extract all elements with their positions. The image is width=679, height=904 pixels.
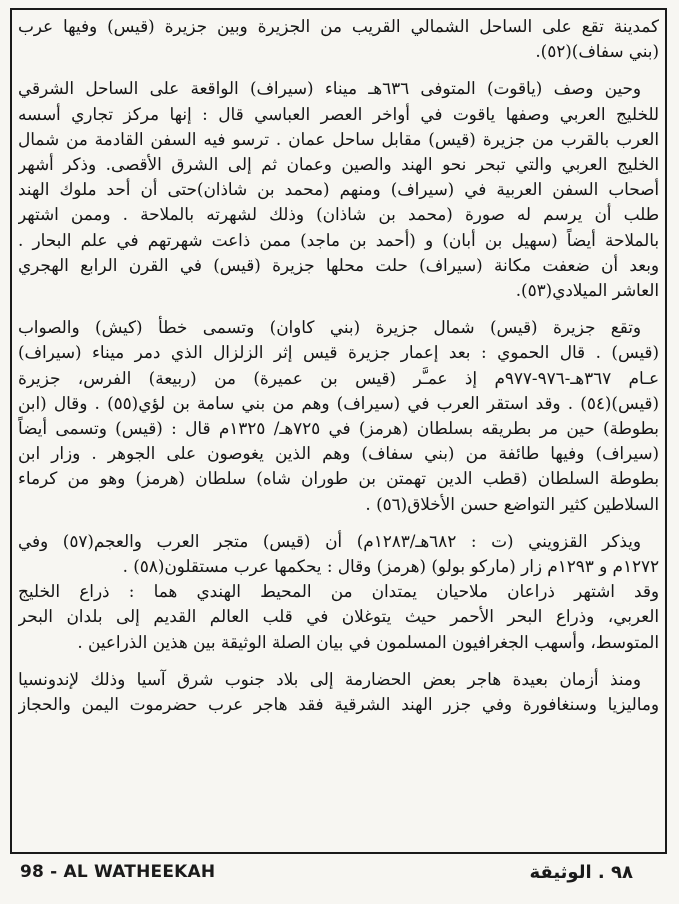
paragraph-3 (18, 315, 659, 517)
text-line: المتوسط، وأسهب الجغرافيون المسلمون في بيان الصلة الوثيقة بين هذين الذراعين . (77, 631, 659, 652)
footer-page-label-latin: 98 - AL WATHEEKAH (20, 862, 216, 882)
text-line: وماليزيا وسنغافورة وفي جزر الهند الشرقية فقد هاجر عرب حضرموت اليمن والحجاز (18, 694, 659, 715)
text-line: (بني سفاف)(٥٢). (535, 41, 659, 62)
paragraph-5 (18, 579, 659, 655)
text-line: بطوطة السلطان (قطب الدين تهمتن بن طوران شاه) سلطان (هرمز) وهو من كرماء (18, 468, 659, 489)
page-footer (0, 858, 679, 898)
text-line: طلب أن يرسم له صورة (محمد بن شاذان) وذلك لشهرته بالملاحة . وممن اشتهر (18, 204, 659, 225)
text-line: العربي، وذراع البحر الأحمر حيث يتوغلان في قلب العالم القديم إلى بلدان البحر (18, 606, 659, 627)
text-line: وبعد أن ضعفت مكانة (سيراف) حلت محلها جزيرة (قيس) في القرن الرابع الهجري (18, 254, 659, 275)
text-line: الخليج العربي والتي تبحر نحو الهند والصين وعمان ثم إلى الشرق الأقصى. وذكر أشهر (18, 154, 659, 175)
text-line: وقد اشتهر ذراعان ملاحيان يمتدان من المحيط الهندي هما : ذراع الخليج (18, 581, 659, 602)
text-line: العرب بالقرب من جزيرة (قيس) مقابل ساحل عمان . ترسو فيه السفن القادمة من شمال (18, 128, 659, 149)
text-line: وتقع جزيرة (قيس) شمال جزيرة (بني كاوان) وتسمى خطأً (كيش) والصواب (18, 317, 641, 338)
article-body (18, 14, 659, 729)
paragraph-1 (18, 14, 659, 64)
footer-page-label-arabic: ٩٨ . الوثيقة (529, 862, 633, 883)
text-line: (سيراف) وفيها طائفة من (بني سفاف) وهم الذين يغوصون على الجوهر . وزار ابن (18, 443, 659, 464)
paragraph-6 (18, 667, 659, 717)
text-line: بطوطة) حين مر بطريقه بسلطان (هرمز) في ٧٢٥هـ/ ١٣٢٥م قال : (قيس) وتسمى أيضاً (18, 418, 659, 439)
text-line: بالملاحة أيضاً (سهيل بن أبان) و (أحمد بن ماجد) ممن ذاعت شهرتهم في علم البحار . (18, 229, 659, 250)
text-line: (قيس) . قال الحموي : بعد إعمار جزيرة قيس إثر الزلزال الذي دمر ميناء (سيراف) (18, 342, 659, 363)
text-line: عـام ٣٦٧هـ-٩٧٦-٩٧٧م إذ عمـَّر (قيس بن عميرة) من (ربيعة) الفرس، جزيرة (18, 367, 659, 388)
text-line: ١٢٧٢م و ١٢٩٣م زار (ماركو بولو) (هرمز) وقال : يحكمها عرب مستقلون(٥٨) . (122, 556, 659, 577)
text-line: وحين وصف (ياقوت) المتوفى ٦٣٦هـ ميناء (سيراف) الواقعة على الساحل الشرقي (18, 78, 641, 99)
text-line: كمدينة تقع على الساحل الشمالي القريب من الجزيرة وبين جزيرة (قيس) وفيها عرب (18, 16, 659, 36)
paragraph-4 (18, 529, 659, 579)
text-line: أصحاب السفن العربية في (سيراف) ومنهم (محمد بن شاذان)حتى أن أحد ملوك الهند (18, 179, 659, 200)
text-line: ومنذ أزمان بعيدة هاجر بعض الحضارمة إلى بلاد جنوب شرق آسيا وذلك لإندونسيا (18, 668, 641, 689)
paragraph-2 (18, 76, 659, 303)
text-line: السلاطين كثير التواضع حسن الأخلاق(٥٦) . (365, 493, 659, 514)
text-line: العاشر الميلادي(٥٣). (515, 280, 659, 301)
text-line: ويذكر القزويني (ت : ٦٨٢هـ/١٢٨٣م) أن (قيس) متجر العرب والعجم(٥٧) وفي (18, 530, 641, 551)
text-line: للخليج العربي وصفها ياقوت في أواخر العصر العباسي قال : إنها مركز تجاري أسسه (18, 103, 659, 124)
text-line: (قيس)(٥٤) . وقد استقر العرب في (سيراف) وهم من بني سامة بن لؤي(٥٥) . وقال (ابن (18, 392, 659, 413)
